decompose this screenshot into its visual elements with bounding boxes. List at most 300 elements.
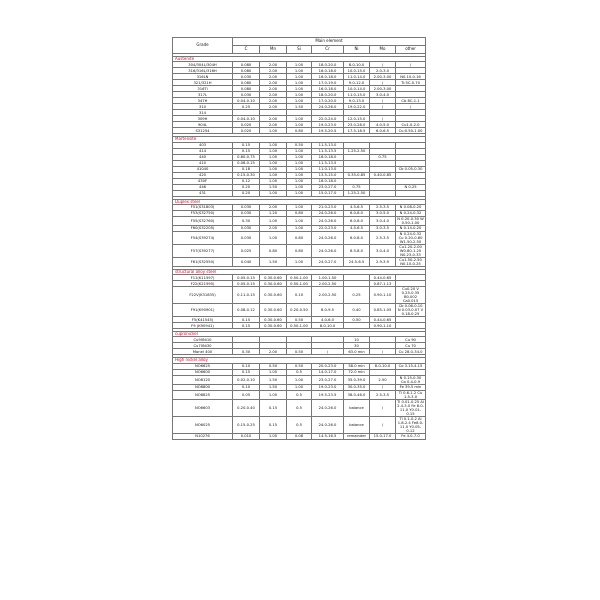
cell-ni: 12.0-15.0	[344, 116, 370, 122]
cell-cr: 17.0-19.0	[312, 80, 344, 86]
cell-ni: 10.0-15.0	[344, 68, 370, 74]
cell-mo: /	[370, 62, 396, 68]
cell-ni: 30.0-35.0	[344, 384, 370, 390]
cell-mo: 3.0-4.0	[370, 244, 396, 257]
cell-mo: 2.50	[370, 375, 396, 384]
cell-grade: 431	[173, 190, 233, 196]
cell-ni: 24.5-6.5	[344, 257, 370, 266]
cell-mo: 0.90-1.10	[370, 287, 396, 304]
cell-mn: 0.30-0.60	[260, 281, 287, 287]
cell-grade: F9 (K90941)	[173, 323, 233, 329]
cell-mo: 2.5-3.5	[370, 231, 396, 244]
cell-grade: F61(S32550)	[173, 257, 233, 266]
cell-si: 0.5	[287, 399, 312, 416]
cell-c: 0.18	[233, 166, 260, 172]
cell-si: 0.10	[287, 287, 312, 304]
cell-c: 0.08-0.15	[233, 160, 260, 166]
cell-mn: 2.00	[260, 68, 287, 74]
cell-mn: 0.30-0.60	[260, 323, 287, 329]
cell-grade: 309H	[173, 116, 233, 122]
cell-si: 0.5	[287, 416, 312, 433]
cell-mo: /	[370, 399, 396, 416]
cell-c: 0.05	[233, 390, 260, 399]
cell-ni: 6.0-8.0	[344, 216, 370, 225]
cell-grade: 410	[173, 160, 233, 166]
cell-ni: 6.0-8.0	[344, 210, 370, 216]
cell-grade: F54(S39274)	[173, 231, 233, 244]
cell-ni: 10.0-14.0	[344, 86, 370, 92]
cell-mn: 1.00	[260, 154, 287, 160]
cell-cr: 15.0-17.0	[312, 190, 344, 196]
cell-mn: 2.00	[260, 225, 287, 231]
cell-cr: 16.0-18.0	[312, 74, 344, 80]
cell-c: 0.080	[233, 86, 260, 92]
cell-si: 0.08	[287, 433, 312, 439]
cell-mo: 0.75	[370, 154, 396, 160]
cell-cr: 23.0-27.0	[312, 184, 344, 190]
cell-c: 0.30	[233, 349, 260, 355]
cell-other: Cb 0.05-0.30	[396, 166, 426, 172]
col-header-cr: Cr	[312, 46, 344, 54]
cell-ni: 8.0-10.0	[344, 62, 370, 68]
cell-c: 0.30	[233, 216, 260, 225]
cell-mn: 1.00	[260, 390, 287, 399]
cell-other: Cu0.20 V 0.25-0.35 B0.002 Ca0.015	[396, 287, 426, 304]
cell-mo: /	[370, 384, 396, 390]
cell-grade: F22V(K31835)	[173, 287, 233, 304]
cell-cr: 1.00-1.50	[312, 275, 344, 281]
cell-ni: 1.25-2.50	[344, 148, 370, 154]
cell-mn: 2.00	[260, 86, 287, 92]
cell-cr: 2.00-2.50	[312, 287, 344, 304]
cell-cr: 2.00-2.50	[312, 281, 344, 287]
cell-si: 1.00	[287, 148, 312, 154]
cell-other: N 0.08-0.20	[396, 204, 426, 210]
cell-grade: 310	[173, 104, 233, 110]
cell-cr: 14.5-16.5	[312, 433, 344, 439]
cell-mn: 1.00	[260, 128, 287, 134]
cell-si: 1.00	[287, 384, 312, 390]
cell-si: 0.5	[287, 390, 312, 399]
main-element-header: Main element	[233, 38, 426, 46]
cell-si: 0.80	[287, 244, 312, 257]
cell-mn: 1.00	[260, 231, 287, 244]
cell-cr: 8.0-10.0	[312, 323, 344, 329]
cell-ni: 1.25-2.50	[344, 190, 370, 196]
cell-cr: 24.0-26.0	[312, 216, 344, 225]
cell-ni: 58.0 min	[344, 363, 370, 369]
cell-mo: /	[370, 116, 396, 122]
cell-grade: F55(S32760)	[173, 216, 233, 225]
cell-cr: 16.0-18.0	[312, 68, 344, 74]
cell-grade: 314	[173, 110, 233, 116]
section-title: structural alloy steel	[173, 269, 426, 274]
col-header-c: C	[233, 46, 260, 54]
cell-grade: F53(S32750)	[173, 210, 233, 216]
cell-mo: 0.90-1.10	[370, 323, 396, 329]
cell-cr: 17.0-20.0	[312, 98, 344, 104]
cell-mo: 3.0-3.5	[370, 225, 396, 231]
cell-cr: 24.0-26.0	[312, 210, 344, 216]
cell-mo: 15.0-17.0	[370, 433, 396, 439]
cell-c: 0.030	[233, 74, 260, 80]
cell-si: 0.50	[287, 349, 312, 355]
cell-mo: 3.0-4.0	[370, 216, 396, 225]
cell-cr: 13.5-15.0	[312, 172, 344, 178]
cell-si: 0.80	[287, 231, 312, 244]
table-row	[173, 257, 426, 266]
table-row	[173, 323, 426, 329]
cell-ni: 11.0-15.0	[344, 92, 370, 98]
cell-c: 0.030	[233, 225, 260, 231]
cell-mn: 1.50	[260, 384, 287, 390]
cell-mn: 1.50	[260, 375, 287, 384]
cell-other: Co 3.15-4.15	[396, 363, 426, 369]
cell-ni: 0.40	[344, 304, 370, 317]
cell-si: 0.5	[287, 369, 312, 375]
table-row	[173, 375, 426, 384]
cell-ni: balance	[344, 399, 370, 416]
cell-mn: 1.00	[260, 160, 287, 166]
cell-si: 1.00	[287, 68, 312, 74]
cell-mn: 0.50	[260, 363, 287, 369]
cell-mn: 2.00	[260, 104, 287, 110]
cell-cr: 19.0-23.0	[312, 122, 344, 128]
cell-grade: 304/304L/304H	[173, 62, 233, 68]
cell-other: N 0.24-0.32 Cu 0.20-0.80 W1.50-2.50	[396, 231, 426, 244]
cell-grade: F91(K90901)	[173, 304, 233, 317]
cell-c: 0.20-0.40	[233, 399, 260, 416]
cell-ni: 23.0-28.0	[344, 122, 370, 128]
cell-c: 0.15-0.25	[233, 416, 260, 433]
cell-c: 0.025	[233, 244, 260, 257]
cell-other: Ti 0.1-0.2 Al 1.8-2.4 Fe8.0-11.0 Y0.05-0.12	[396, 416, 426, 433]
col-header-mo: Mo	[370, 46, 396, 54]
cell-cr: 19.0-23.0	[312, 384, 344, 390]
cell-grade: 316/316L/316H	[173, 68, 233, 74]
table-row	[173, 304, 426, 317]
cell-si: 1.00	[287, 86, 312, 92]
cell-mo: /	[370, 104, 396, 110]
cell-si: 0.50-1.00	[287, 281, 312, 287]
composition-sheet	[172, 37, 425, 440]
cell-cr: 16.0-18.0	[312, 86, 344, 92]
cell-cr: 19.5-20.5	[312, 128, 344, 134]
cell-cr: 24.0-26.0	[312, 104, 344, 110]
cell-c: 0.15	[233, 323, 260, 329]
cell-c: 0.20	[233, 184, 260, 190]
cell-other: Cu1.50-2.50 N0.10-0.25	[396, 257, 426, 266]
header-row-1	[173, 38, 426, 46]
cell-ni: 11.0-14.0	[344, 74, 370, 80]
cell-mn: 1.20	[260, 210, 287, 216]
cell-mo: 0.87-1.13	[370, 281, 396, 287]
composition-table	[172, 37, 426, 440]
section-title: cupronickel	[173, 332, 426, 337]
cell-si: 1.00	[287, 204, 312, 210]
cell-grade: NO8800	[173, 384, 233, 390]
cell-ni: 9.0-13.0	[344, 98, 370, 104]
cell-grade: NO6600	[173, 369, 233, 375]
cell-mn: 2.00	[260, 98, 287, 104]
table-row	[173, 281, 426, 287]
cell-grade: F11(K11597)	[173, 275, 233, 281]
cell-grade: 316Ti	[173, 86, 233, 92]
cell-c: 0.15-0.30	[233, 172, 260, 178]
table-row	[173, 231, 426, 244]
cell-si: 1.00	[287, 154, 312, 160]
cell-c: 0.030	[233, 231, 260, 244]
cell-mn: 1.50	[260, 257, 287, 266]
table-row	[173, 287, 426, 304]
cell-c: 0.080	[233, 62, 260, 68]
table-row	[173, 399, 426, 416]
col-header-ni: Ni	[344, 46, 370, 54]
cell-si: 1.00	[287, 172, 312, 178]
cell-mn: 1.00	[260, 216, 287, 225]
cell-c: 0.60-0.75	[233, 154, 260, 160]
cell-cr: 23.0-27.0	[312, 375, 344, 384]
cell-si: 0.50	[287, 142, 312, 148]
cell-grade: Monel 400	[173, 349, 233, 355]
cell-cr: 19.5-23.5	[312, 390, 344, 399]
table-row	[173, 275, 426, 281]
cell-mn: 0.30-0.60	[260, 275, 287, 281]
table-row	[173, 317, 426, 323]
cell-mn: 0.15	[260, 416, 287, 433]
cell-ni: balance	[344, 416, 370, 433]
cell-si: 1.00	[287, 62, 312, 68]
cell-ni: remainder	[344, 433, 370, 439]
cell-c: 0.020	[233, 128, 260, 134]
cell-si: 1.00	[287, 257, 312, 266]
cell-grade: F22(K21590)	[173, 281, 233, 287]
cell-mo: 0.40-0.85	[370, 172, 396, 178]
cell-si: 0.50	[287, 363, 312, 369]
cell-cr: 24.0-26.0	[312, 416, 344, 433]
cell-si: 0.80	[287, 210, 312, 216]
cell-other: Cb 8C-1.1	[396, 98, 426, 104]
cell-grade: 321/321H	[173, 80, 233, 86]
cell-grade: 41040	[173, 166, 233, 172]
cell-cr: 8.0-9.5	[312, 304, 344, 317]
cell-mo: 4.0-5.0	[370, 122, 396, 128]
cell-grade: 403	[173, 142, 233, 148]
section-title: High nickel alloy	[173, 358, 426, 363]
cell-si: 1.00	[287, 166, 312, 172]
col-header-other: other	[396, 46, 426, 54]
table-row	[173, 204, 426, 210]
grade-header: Grade	[173, 38, 233, 54]
cell-mn: 2.00	[260, 122, 287, 128]
cell-mo: 2.00-3.00	[370, 86, 396, 92]
cell-grade: Cu90Ni10	[173, 337, 233, 343]
cell-other: Fe 39.5 min	[396, 384, 426, 390]
cell-c: 0.20	[233, 190, 260, 196]
cell-ni: 63.0 min	[344, 349, 370, 355]
cell-cr: 22.0-24.0	[312, 116, 344, 122]
table-row	[173, 210, 426, 216]
cell-grade: 347H	[173, 98, 233, 104]
cell-other: N 0.20-0.30 W 0.50-1.00	[397, 216, 424, 225]
cell-ni: 38.0-46.0	[344, 390, 370, 399]
cell-si: 1.00	[287, 375, 312, 384]
cell-cr: /	[312, 349, 344, 355]
section-title: Martensite	[173, 137, 426, 142]
cell-cr: 24.0-26.0	[312, 399, 344, 416]
cell-mo: 2.5-3.5	[370, 390, 396, 399]
table-row	[173, 433, 426, 439]
cell-other: Cu 90	[396, 337, 426, 343]
cell-ni: 72.0 min	[344, 369, 370, 375]
cell-c: 0.15	[233, 317, 260, 323]
table-row	[173, 225, 426, 231]
cell-grade: 446	[173, 184, 233, 190]
cell-si: 1.00	[287, 178, 312, 184]
cell-c: 0.030	[233, 92, 260, 98]
cell-si: 1.00	[287, 98, 312, 104]
cell-ni: 4.5-6.5	[344, 204, 370, 210]
cell-cr: 20.0-23.0	[312, 363, 344, 369]
cell-ni: 35.0-39.0	[344, 375, 370, 384]
cell-c: 0.04-0.10	[233, 98, 260, 104]
table-row	[173, 416, 426, 433]
cell-cr: 11.5-13.0	[312, 142, 344, 148]
cell-other: Fe 4.0-7.0	[396, 433, 426, 439]
cell-mn: 0.30-0.60	[260, 287, 287, 304]
cell-other: N 0.14-0.20	[396, 225, 426, 231]
cell-mn: 1.00	[260, 172, 287, 178]
cell-si: 1.00	[287, 122, 312, 128]
cell-other: Ti 0.6-1.2 Cu 1.5-3.0	[396, 390, 426, 399]
cell-cr: 22.0-23.0	[312, 225, 344, 231]
cell-mo: /	[370, 416, 396, 433]
cell-c: 0.15	[233, 148, 260, 154]
cell-other: /	[396, 104, 426, 110]
cell-c: 0.05-0.15	[233, 275, 260, 281]
cell-other: N 0.25	[396, 184, 426, 190]
cell-cr: 18.0-20.0	[312, 92, 344, 98]
cell-cr: 24.0-26.0	[312, 231, 344, 244]
cell-ni: 0.25	[344, 287, 370, 304]
cell-c: 0.02-0.10	[233, 375, 260, 384]
cell-si: 1.50	[287, 104, 312, 110]
cell-grade: 414	[173, 148, 233, 154]
cell-other: N 0.15-0.30 Co 0.4-0.9	[396, 375, 426, 384]
cell-c: 0.15	[233, 369, 260, 375]
cell-c: 0.10	[233, 363, 260, 369]
cell-other: Cu1.0-2.0	[396, 122, 426, 128]
cell-grade: 317L	[173, 92, 233, 98]
cell-c: 0.08-0.12	[233, 304, 260, 317]
cell-mn: 0.80	[260, 244, 287, 257]
col-header-si: Si	[287, 46, 312, 54]
cell-grade: N10276	[173, 433, 233, 439]
cell-c: 0.11-0.15	[233, 287, 260, 304]
cell-ni: 0.50	[344, 317, 370, 323]
table-row	[173, 216, 426, 225]
cell-other: Cb 0.06-0.10 N 0.03-0.07 V 0.18-0.25	[396, 304, 426, 317]
cell-c: 0.080	[233, 80, 260, 86]
cell-other: Ti:5C-0.70	[396, 80, 426, 86]
cell-ni: 10	[344, 337, 370, 343]
cell-mo: 3.0-4.0	[370, 92, 396, 98]
cell-grade: NO8120	[173, 375, 233, 384]
cell-si: 1.00	[287, 216, 312, 225]
cell-cr: 21.0-23.0	[312, 204, 344, 210]
cell-other: Ti 0.01-0.25 Al 2.4-3.0 Fe 8.0-11.0 Y0.01-0.15	[397, 399, 424, 416]
cell-grade: NO6025	[173, 416, 233, 433]
cell-c: 0.030	[233, 210, 260, 216]
col-header-mn: Mn	[260, 46, 287, 54]
cell-mo: 0.85-1.05	[370, 304, 396, 317]
cell-si: 0.50-1.00	[287, 275, 312, 281]
cell-grade: 440	[173, 154, 233, 160]
cell-c: 0.010	[233, 433, 260, 439]
cell-mo: /	[370, 80, 396, 86]
cell-mn: 2.00	[260, 80, 287, 86]
cell-ni: 9.0-12.0	[344, 80, 370, 86]
table-row	[173, 244, 426, 257]
cell-cr: 11.0-13.0	[312, 166, 344, 172]
section-title: Austenite	[173, 57, 426, 62]
cell-mn: 0.15	[260, 399, 287, 416]
cell-grade: Cu70Ni30	[173, 343, 233, 349]
cell-c: 0.030	[233, 204, 260, 210]
cell-c: 0.25	[233, 104, 260, 110]
cell-mo: 0.44-0.65	[370, 275, 396, 281]
cell-other: N 0.24-0.32	[396, 210, 426, 216]
cell-mn: 1.50	[260, 184, 287, 190]
table-row	[173, 68, 426, 74]
cell-mo: 2.9-3.9	[370, 257, 396, 266]
cell-mo: 0.44-0.65	[370, 317, 396, 323]
cell-mn: 1.00	[260, 166, 287, 172]
cell-si: 1.00	[287, 116, 312, 122]
cell-mn: 2.00	[260, 74, 287, 80]
cell-mn: 1.00	[260, 369, 287, 375]
cell-c: 0.04-0.10	[233, 116, 260, 122]
cell-si: 0.50	[287, 317, 312, 323]
cell-cr: 18.0-20.0	[312, 62, 344, 68]
cell-mn: 1.00	[260, 433, 287, 439]
cell-mn: 1.00	[260, 190, 287, 196]
cell-cr: 16.0-18.0	[312, 154, 344, 160]
cell-ni: 30	[344, 343, 370, 349]
cell-cr: 11.5-13.5	[312, 160, 344, 166]
cell-grade: F57(S39277)	[173, 244, 233, 257]
cell-cr: 4.0-6.0	[312, 317, 344, 323]
cell-mn: 2.00	[260, 204, 287, 210]
cell-cr: 14.0-17.0	[312, 369, 344, 375]
section-title: Duplex steel	[173, 199, 426, 204]
cell-grade: S31254	[173, 128, 233, 134]
cell-mo: /	[370, 98, 396, 104]
cell-cr: 16.0-18.0	[312, 178, 344, 184]
cell-mn: 2.00	[260, 116, 287, 122]
cell-si: 0.20-0.50	[287, 304, 312, 317]
cell-mn: 1.00	[260, 148, 287, 154]
cell-c: 0.040	[233, 257, 260, 266]
cell-si: 1.00	[287, 190, 312, 196]
cell-cr: 11.5-13.5	[312, 148, 344, 154]
cell-ni: 0.75	[344, 184, 370, 190]
cell-si: 1.00	[287, 74, 312, 80]
cell-mo: 8.0-10.0	[370, 363, 396, 369]
cell-si: 1.00	[287, 225, 312, 231]
cell-c: 0.10	[233, 384, 260, 390]
cell-mn: 0.30-0.60	[260, 304, 287, 317]
